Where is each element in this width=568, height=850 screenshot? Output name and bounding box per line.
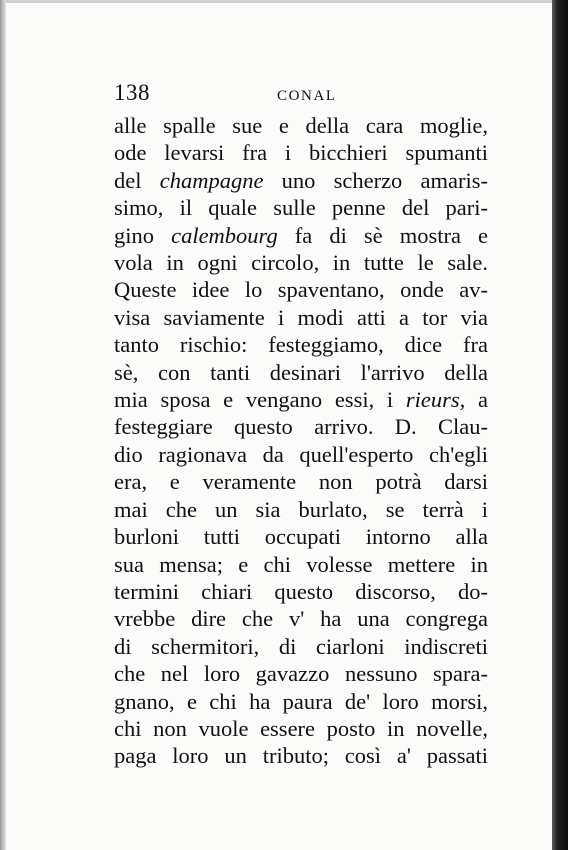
text-line bbox=[114, 523, 488, 550]
text-segment: mai che un sia burlato, se terrà i bbox=[114, 496, 488, 522]
text-line bbox=[114, 194, 488, 221]
text-segment: vrebbe dire che v' ha una congrega bbox=[114, 606, 488, 632]
text-line bbox=[114, 304, 488, 331]
text-segment: era, e veramente non potrà darsi bbox=[114, 469, 488, 495]
running-title: CONAL bbox=[277, 88, 337, 104]
body-text bbox=[114, 112, 488, 770]
text-segment: fa di sè mostra e bbox=[277, 222, 488, 248]
text-line bbox=[114, 386, 488, 413]
text-segment: che nel loro gavazzo nessuno spara- bbox=[114, 661, 488, 687]
text-line bbox=[114, 276, 488, 303]
text-segment: a bbox=[465, 387, 488, 413]
text-line bbox=[114, 139, 488, 166]
italic-text: calembourg bbox=[171, 222, 278, 248]
page-number: 138 bbox=[114, 80, 150, 105]
text-segment: burloni tutti occupati intorno alla bbox=[114, 524, 488, 550]
text-line bbox=[114, 359, 488, 386]
scan-left-edge bbox=[0, 0, 6, 850]
text-line bbox=[114, 496, 488, 523]
text-line bbox=[114, 167, 488, 194]
text-segment: chi non vuole essere posto in novelle, bbox=[114, 715, 488, 741]
text-segment: visa saviamente i modi atti a tor via bbox=[114, 304, 488, 330]
text-line bbox=[114, 605, 488, 632]
text-segment: di schermitori, di ciarloni indiscreti bbox=[114, 633, 488, 659]
text-line bbox=[114, 112, 488, 139]
binding-shadow bbox=[552, 0, 568, 850]
text-line bbox=[114, 551, 488, 578]
text-segment: ode levarsi fra i bicchieri spumanti bbox=[114, 140, 488, 166]
text-line bbox=[114, 222, 488, 249]
text-segment: mia sposa e vengano essi, i bbox=[114, 387, 406, 413]
text-segment: simo, il quale sulle penne del pari- bbox=[114, 195, 488, 221]
italic-text: champagne bbox=[159, 167, 264, 193]
text-segment: gnano, e chi ha paura de' loro morsi, bbox=[114, 688, 488, 714]
text-segment: dio ragionava da quell'esperto ch'egli bbox=[114, 441, 488, 467]
text-segment: uno scherzo amaris- bbox=[263, 167, 488, 193]
italic-text: rieurs, bbox=[405, 387, 466, 413]
text-segment: tanto rischio: festeggiamo, dice fra bbox=[114, 332, 488, 358]
text-segment: vola in ogni circolo, in tutte le sale. bbox=[114, 250, 488, 276]
text-segment: del bbox=[114, 167, 160, 193]
text-segment: sua mensa; e chi volesse mettere in bbox=[114, 551, 488, 577]
scan-top-edge bbox=[0, 0, 568, 3]
text-line bbox=[114, 441, 488, 468]
text-line bbox=[114, 249, 488, 276]
text-segment: alle spalle sue e della cara moglie, bbox=[114, 113, 488, 138]
text-line bbox=[114, 331, 488, 358]
text-line bbox=[114, 578, 488, 605]
text-line bbox=[114, 742, 488, 769]
text-segment: festeggiare questo arrivo. D. Clau- bbox=[114, 414, 488, 440]
text-line bbox=[114, 660, 488, 687]
page-header bbox=[114, 80, 490, 114]
text-line bbox=[114, 688, 488, 715]
text-line bbox=[114, 413, 488, 440]
text-segment: termini chiari questo discorso, do- bbox=[114, 578, 488, 604]
text-line bbox=[114, 468, 488, 495]
text-segment: gino bbox=[114, 222, 172, 248]
text-segment: Queste idee lo spaventano, onde av- bbox=[114, 277, 488, 303]
text-segment: paga loro un tributo; così a' passati bbox=[114, 743, 488, 769]
text-segment: sè, con tanti desinari l'arrivo della bbox=[114, 359, 488, 385]
text-line bbox=[114, 715, 488, 742]
text-line bbox=[114, 633, 488, 660]
